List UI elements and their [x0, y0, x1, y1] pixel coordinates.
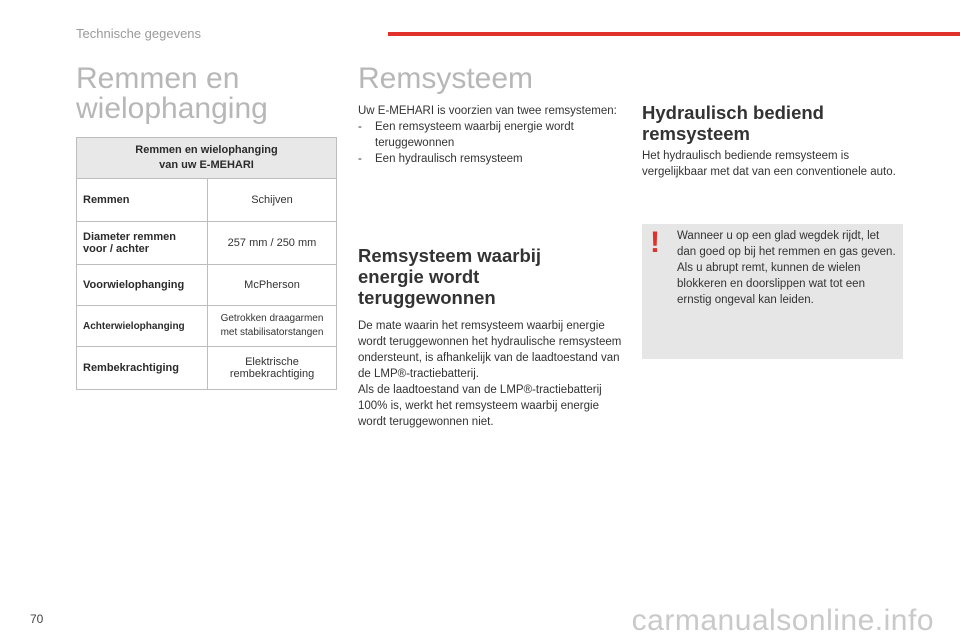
- table-header: [77, 138, 337, 179]
- warning-box: [642, 224, 903, 359]
- page-title-line-1: Remmen en: [76, 62, 240, 95]
- regenerative-text-1: De mate waarin het remsysteem waarbij energie wordt teruggewonnen het hydraulische remsysteem ondersteunt, is afhankelijk van de laadtoestand van de LMP®-tractiebatterij.: [358, 320, 622, 380]
- subheading-line-2: remsysteem: [642, 123, 750, 144]
- row-value-brake-diameter: 257 mm / 250 mm: [208, 222, 337, 265]
- row-key-rear-suspension: Achterwielophanging: [77, 306, 208, 347]
- row-value-front-suspension: McPherson: [208, 265, 337, 306]
- subheading-line-1: Remsysteem waarbij: [358, 245, 542, 266]
- subheading-hydraulic-braking: [642, 102, 902, 144]
- section-heading-remsysteem: Remsysteem: [358, 62, 534, 95]
- row-key-brakes: Remmen: [77, 179, 208, 222]
- row-key-brake-diameter: Diameter remmen voor / achter: [77, 222, 208, 265]
- list-item: - Een remsysteem waarbij energie wordt teruggewonnen: [358, 119, 618, 151]
- row-key-brake-assist: Rembekrachtiging: [77, 347, 208, 390]
- subheading-regenerative-braking: [358, 245, 618, 308]
- table-row: [77, 222, 337, 265]
- row-value-brakes: Schijven: [208, 179, 337, 222]
- regenerative-text-2: Als de laadtoestand van de LMP®-tractiebatterij 100% is, werkt het remsysteem waarbij energie wordt teruggewonnen niet.: [358, 384, 602, 428]
- brake-systems-list: [358, 119, 618, 167]
- table-row: [77, 265, 337, 306]
- intro-block: [358, 103, 618, 167]
- page-title: [76, 64, 346, 124]
- page-title-line-2: wielophanging: [76, 92, 268, 125]
- subheading-line-3: teruggewonnen: [358, 287, 496, 308]
- subheading-line-1: Hydraulisch bediend: [642, 102, 824, 123]
- warning-text: [677, 228, 897, 308]
- watermark: carmanualsonline.info: [631, 604, 934, 637]
- section-label: Technische gegevens: [76, 26, 202, 41]
- subheading-line-2: energie wordt: [358, 266, 480, 287]
- table-row: [77, 347, 337, 390]
- row-key-front-suspension: Voorwielophanging: [77, 265, 208, 306]
- row-value-rear-suspension: Getrokken draagarmen met stabilisatorstangen: [208, 306, 337, 347]
- exclamation-icon: !: [650, 226, 660, 259]
- row-value-brake-assist: Elektrische rembekrachtiging: [208, 347, 337, 390]
- regenerative-paragraph: [358, 318, 622, 430]
- warning-text-1: Wanneer u op een glad wegdek rijdt, let dan goed op bij het remmen en gas geven.: [677, 230, 896, 258]
- intro-text: Uw E-MEHARI is voorzien van twee remsystemen:: [358, 105, 617, 117]
- page-number: 70: [30, 612, 44, 626]
- table-header-line-1: Remmen en wielophanging: [135, 144, 278, 156]
- brakes-spec-table: [76, 137, 337, 390]
- list-item: - Een hydraulisch remsysteem: [358, 151, 618, 167]
- warning-text-2: Als u abrupt remt, kunnen de wielen blokkeren en doorslippen wat tot een ernstig ongeval kan leiden.: [677, 262, 865, 306]
- hydraulic-paragraph: Het hydraulisch bediende remsysteem is vergelijkbaar met dat van een conventionele auto.: [642, 150, 896, 178]
- table-header-line-2: van uw E-MEHARI: [159, 159, 254, 171]
- table-row: [77, 179, 337, 222]
- table-row: [77, 306, 337, 347]
- header-accent-rule: [388, 32, 960, 36]
